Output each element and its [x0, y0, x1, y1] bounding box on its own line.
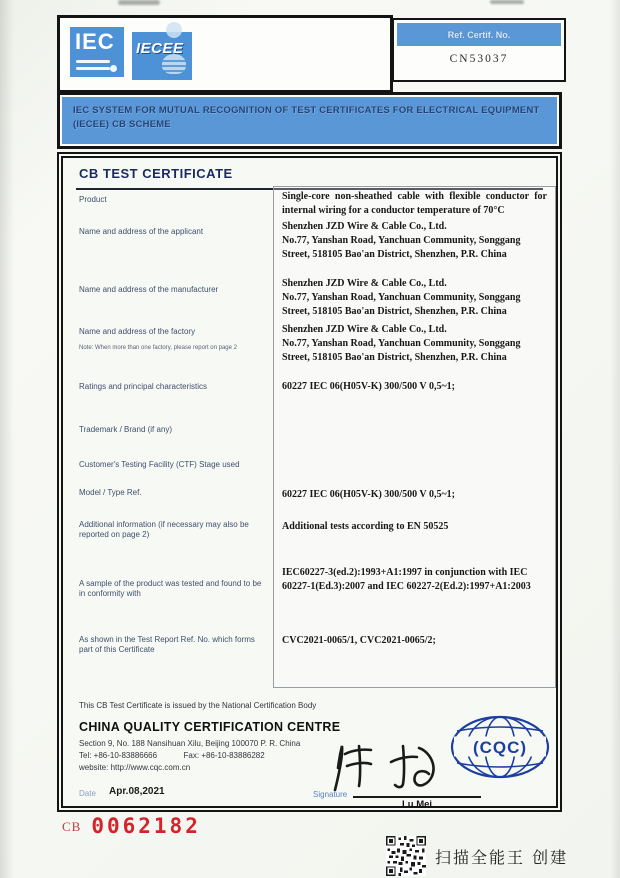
row-label-test-report: As shown in the Test Report Ref. No. which forms part of this Certificate — [79, 635, 255, 655]
iec-logo-text: IEC — [75, 29, 115, 54]
cb-serial — [62, 814, 201, 838]
org-tel: Tel: +86-10-83886666 — [79, 751, 158, 760]
row-value-additional-info: Additional tests according to EN 50525 — [282, 521, 449, 532]
iecee-bulb-line — [162, 65, 186, 67]
scan-smudge — [118, 0, 160, 5]
ref-certif-box — [392, 18, 566, 82]
iecee-bulb-icon — [166, 22, 182, 38]
row-value-model: 60227 IEC 06(H05V-K) 300/500 V 0,5~1; — [282, 489, 455, 500]
signatory-name: Lu Mei — [401, 799, 433, 810]
svg-text:(CQC): (CQC) — [472, 738, 528, 757]
row-value-ratings: 60227 IEC 06(H05V-K) 300/500 V 0,5~1; — [282, 381, 455, 392]
iecee-logo-text: IECEE — [136, 40, 184, 57]
certificate-body — [57, 152, 562, 812]
row-value-conformity: IEC60227-3(ed.2):1993+A1:1997 in conjunction with IEC 60227-1(Ed.3):2007 and IEC 60227-2(Ed.2):1997+A1:2003 — [282, 567, 531, 592]
row-label-factory: Name and address of the factory — [79, 327, 196, 336]
org-name: CHINA QUALITY CERTIFICATION CENTRE — [79, 720, 341, 734]
row-note-factory: Note: When more than one factory, please report on page 2 — [79, 345, 237, 351]
row-value-factory-address: No.77, Yanshan Road, Yanchuan Community, Songgang Street, 518105 Bao'an District, Shenzhen, P.R. China — [282, 338, 521, 363]
scan-edge-shadow-left — [0, 0, 14, 878]
page-title: CB TEST CERTIFICATE — [79, 166, 233, 181]
watermark-text: 扫描全能王 创建 — [435, 847, 569, 867]
cb-prefix: CB — [62, 819, 82, 834]
row-label-model: Model / Type Ref. — [79, 488, 142, 497]
scan-edge-shadow-right — [610, 0, 620, 878]
scheme-banner-text: IEC SYSTEM FOR MUTUAL RECOGNITION OF TEST CERTIFICATES FOR ELECTRICAL EQUIPMENT (IECEE) CB SCHEME — [62, 97, 557, 144]
qr-code-icon — [386, 836, 426, 876]
row-value-product: Single-core non-sheathed cable with flexible conductor for internal wiring for a conductor temperature of 70°C — [282, 191, 547, 216]
row-value-test-report: CVC2021-0065/1, CVC2021-0065/2; — [282, 635, 436, 646]
row-label-trademark: Trademark / Brand (if any) — [79, 425, 173, 434]
row-value-manufacturer-name: Shenzhen JZD Wire & Cable Co., Ltd. — [282, 278, 447, 289]
row-value-applicant-name: Shenzhen JZD Wire & Cable Co., Ltd. — [282, 221, 447, 232]
iec-logo-icon — [70, 27, 124, 77]
cb-number: 0062182 — [91, 814, 201, 838]
org-website: website: http://www.cqc.com.cn — [79, 763, 191, 772]
signature-label: Signature — [313, 790, 348, 799]
row-label-applicant: Name and address of the applicant — [79, 227, 204, 236]
value-box — [273, 186, 556, 688]
row-label-manufacturer: Name and address of the manufacturer — [79, 285, 219, 294]
iecee-logo-icon — [132, 32, 192, 80]
iec-logo-bar — [76, 60, 110, 63]
row-value-applicant-address: No.77, Yanshan Road, Yanchuan Community, Songgang Street, 518105 Bao'an District, Shenzhen, P.R. China — [282, 235, 521, 260]
org-telfax — [79, 751, 265, 760]
scheme-banner — [57, 92, 562, 149]
cqc-logo-icon — [446, 714, 554, 785]
issued-by-line: This CB Test Certificate is issued by the National Certification Body — [79, 701, 317, 710]
iecee-bulb-line — [162, 70, 186, 72]
ref-certif-label: Ref. Certif. No. — [397, 23, 561, 46]
org-fax: Fax: +86-10-83886282 — [183, 751, 265, 760]
row-label-conformity: A sample of the product was tested and found to be in conformity with — [79, 579, 262, 599]
row-label-ratings: Ratings and principal characteristics — [79, 382, 208, 391]
scan-smudge — [490, 0, 524, 4]
row-value-factory-name: Shenzhen JZD Wire & Cable Co., Ltd. — [282, 324, 447, 335]
iec-logo-bar — [76, 67, 110, 70]
date-value: Apr.08,2021 — [109, 786, 165, 797]
row-value-manufacturer-address: No.77, Yanshan Road, Yanchuan Community, Songgang Street, 518105 Bao'an District, Shenzhen, P.R. China — [282, 292, 521, 317]
ref-certif-value: CN53037 — [449, 53, 509, 65]
iec-logo-dot — [110, 65, 117, 72]
row-label-product: Product — [79, 195, 107, 204]
row-label-additional-info: Additional information (if necessary may also be reported on page 2) — [79, 520, 249, 540]
row-label-ctf: Customer's Testing Facility (CTF) Stage used — [79, 460, 240, 469]
header-logo-box — [57, 15, 393, 93]
signature-line — [353, 796, 481, 798]
scanner-watermark — [386, 836, 568, 876]
date-label: Date — [79, 789, 96, 798]
org-address: Section 9, No. 188 Nansihuan Xilu, Beijing 100070 P. R. China — [79, 739, 301, 748]
iecee-bulb-line — [162, 60, 186, 62]
